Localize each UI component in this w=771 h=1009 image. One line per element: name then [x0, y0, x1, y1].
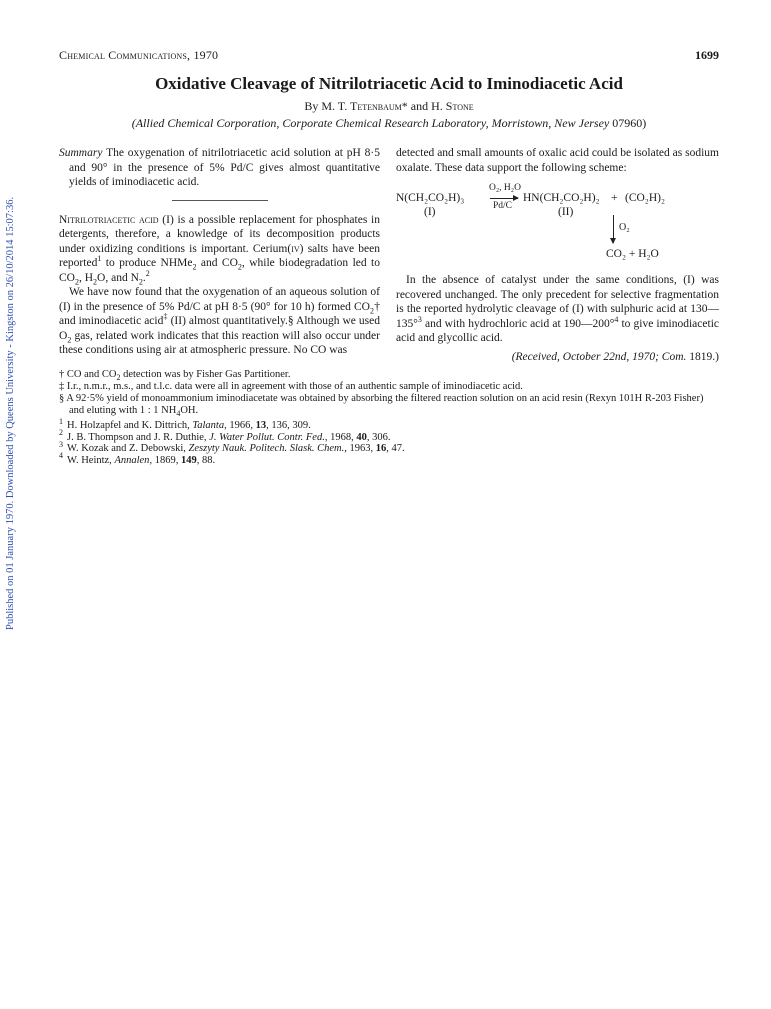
text-run: In the absence of catalyst under the same conditions, (I) was recovered unchanged. The only precedent for selective fragmentation is the reported hydrolytic cleavage of (I) with sulphuric acid at 130—135° — [396, 274, 719, 330]
intro-paragraph — [59, 213, 380, 286]
subscript: 2 — [93, 276, 98, 286]
affiliation — [59, 116, 719, 131]
text-run: and CO — [196, 257, 238, 269]
reference-journal: Annalen — [114, 454, 150, 466]
text-run: A 92·5% yield of monoammonium iminodiacetate was obtained by absorbing the filtered reaction solution on an acid resin (Rexyn 101H R-203 Fisher) and eluting with 1 : 1 NH — [64, 393, 704, 416]
conditions-bottom: Pd/C — [493, 201, 513, 211]
reference-item: 4 W. Heintz, Annalen, 1869, 149, 88. — [59, 451, 216, 466]
footnote-marker: § — [59, 393, 65, 404]
plus-sign: + — [611, 192, 618, 204]
subscript: 2 — [192, 262, 197, 272]
results-paragraph — [59, 285, 380, 358]
footnote-marker: ‡ — [163, 312, 168, 322]
footnote-section — [59, 393, 719, 417]
author-2: H. Stone — [431, 99, 474, 113]
reference-volume: 149 — [180, 454, 197, 466]
com-number: 1819.) — [686, 350, 719, 363]
reference-authors: W. Heintz, — [67, 454, 115, 466]
reference-year: , 1869, — [149, 454, 181, 466]
references — [59, 416, 719, 466]
scheme-intro: detected and small amounts of oxalic acid could be isolated as sodium oxalate. These data support the following scheme: — [396, 147, 719, 174]
left-column — [59, 146, 380, 358]
lead-in: Nitrilotriacetic acid — [59, 213, 159, 226]
discussion-paragraph — [396, 273, 719, 346]
reference-year: , 1966, — [224, 420, 256, 431]
reference-authors: W. Kozak and Z. Debowski, — [67, 443, 189, 454]
reference-authors: J. B. Thompson and J. R. Duthie, — [67, 431, 210, 443]
received-line — [396, 350, 719, 365]
footnotes — [59, 369, 719, 417]
subscript: 4 — [176, 409, 181, 419]
reference-journal: Talanta — [192, 420, 225, 431]
article-title: Oxidative Cleavage of Nitrilotriacetic Acid to Iminodiacetic Acid — [155, 74, 623, 93]
product-2: (CO₂H)₂ — [625, 192, 665, 204]
text-run: OH. — [180, 405, 199, 416]
text-run: to produce NHMe — [101, 257, 193, 269]
by-prefix: By — [304, 99, 322, 113]
reference-year: , 1963, — [344, 443, 376, 454]
text-run: (I) is a possible replacement for phosphates in detergents, therefore, a knowledge of its decomposition products under oxidizing conditions is important. Cerium( — [59, 213, 380, 255]
text-run: (II) almost quantitatively.§ Although we used O — [59, 315, 380, 342]
product-1-label: (II) — [558, 206, 574, 218]
subscript: 2 — [369, 305, 374, 315]
received-date: (Received, October 22nd, 1970; — [511, 350, 662, 363]
reference-pages: , 88. — [196, 454, 216, 466]
reference-marker: 4 — [614, 314, 619, 324]
text-run: and iminodiacetic acid — [59, 315, 164, 327]
text-run: and with hydrochloric acid at 190—200° — [421, 317, 615, 330]
subscript: 2 — [74, 276, 79, 286]
reactant-label: (I) — [424, 206, 436, 218]
reference-item: 1 H. Holzapfel and K. Dittrich, Talanta, 1966, 13, 136, 309. — [59, 416, 311, 431]
reactant: N(CH₂CO₂H)₃ — [396, 192, 465, 204]
reaction-scheme — [396, 183, 719, 273]
summary-label: Summary — [59, 147, 103, 159]
reference-marker: 1 — [97, 254, 102, 264]
text-run: I.r., n.m.r., m.s., and t.l.c. data were all in agreement with those of an authentic sample of iminodiacetic acid. — [64, 381, 523, 392]
product-1: HN(CH₂CO₂H)₂ — [523, 192, 600, 204]
text-run: , H — [78, 271, 94, 284]
subscript: 2 — [138, 276, 143, 286]
reference-pages: , 47. — [386, 443, 405, 454]
reference-marker: 3 — [417, 314, 422, 324]
text-run: ) salts have been reported — [59, 242, 380, 269]
subscript: 2 — [237, 262, 242, 272]
reference-pages: , 306. — [366, 431, 391, 443]
section-divider — [172, 200, 268, 201]
reference-journal: J. Water Pollut. Contr. Fed. — [209, 431, 325, 443]
text-run: . — [142, 271, 146, 284]
footnote-dagger — [59, 369, 719, 381]
final-products: CO₂ + H₂O — [606, 248, 659, 260]
right-column — [396, 146, 719, 364]
text-run: to give iminodiacetic acid and glycollic acid. — [396, 317, 719, 344]
text-run: detection was by Fisher Gas Partitioner. — [120, 369, 291, 380]
reference-authors: H. Holzapfel and K. Dittrich, — [67, 420, 193, 431]
reference-pages: , 136, 309. — [266, 420, 311, 431]
affiliation-text: (Allied Chemical Corporation, Corporate Chemical Research Laboratory, Morristown, New Jersey — [131, 116, 613, 130]
reference-marker: 2 — [145, 268, 150, 278]
subscript: 2 — [116, 373, 121, 383]
footnote-double-dagger — [59, 381, 719, 393]
author-and: and — [407, 99, 432, 113]
author-1: M. T. Tetenbaum* — [321, 99, 408, 113]
conditions-top: O₂, H₂O — [489, 183, 521, 193]
reference-volume: 13 — [255, 420, 267, 431]
footnote-marker: † — [373, 300, 380, 313]
text-run: , while biodegradation led to CO — [59, 257, 380, 284]
text-run: CO and CO — [64, 369, 117, 380]
reference-journal: Zeszyty Nauk. Politech. Slask. Chem. — [188, 443, 345, 454]
com-label: Com. — [661, 350, 687, 363]
page-number: 1699 — [695, 48, 719, 62]
running-header — [59, 48, 719, 63]
affiliation-zip: 07960) — [612, 116, 647, 130]
subscript: 2 — [67, 334, 72, 344]
reference-volume: 40 — [356, 431, 367, 443]
text-run: O, and N — [97, 271, 139, 284]
summary-text: The oxygenation of nitrilotriacetic acid solution at pH 8·5 and 90° in the presence of 5% Pd/C gives almost quantitative yields of iminodiacetic acid. — [69, 147, 380, 188]
degradation-arrow — [613, 215, 614, 243]
author-line — [59, 99, 719, 114]
footnote-marker: † — [59, 369, 65, 380]
footnote-marker: ‡ — [59, 381, 65, 392]
text-run: gas, related work indicates that this reaction will also occur under these conditions using air at atmospheric pressure. No CO was — [59, 329, 380, 356]
reference-item: 2 J. B. Thompson and J. R. Duthie, J. Water Pollut. Contr. Fed., 1968, 40, 306. — [59, 428, 391, 443]
summary — [59, 146, 380, 190]
degradation-reagent: O₂ — [619, 222, 630, 233]
journal-name: Chemical Communications, 1970 — [59, 48, 219, 62]
reference-year: , 1968, — [324, 431, 357, 443]
text-run: We have now found that the oxygenation of an aqueous solution of (I) in the presence of 5% Pd/C at pH 8·5 (90° for 10 h) formed CO — [59, 286, 380, 313]
text-run: iv — [291, 242, 300, 255]
reference-volume: 16 — [375, 443, 387, 454]
publication-stamp: Published on 01 January 1970. Downloaded by Queens University - Kingston on 26/10/2014 15:07:36. — [5, 196, 16, 630]
reference-item: 3 W. Kozak and Z. Debowski, Zeszyty Nauk. Politech. Slask. Chem., 1963, 16, 47. — [59, 439, 405, 454]
